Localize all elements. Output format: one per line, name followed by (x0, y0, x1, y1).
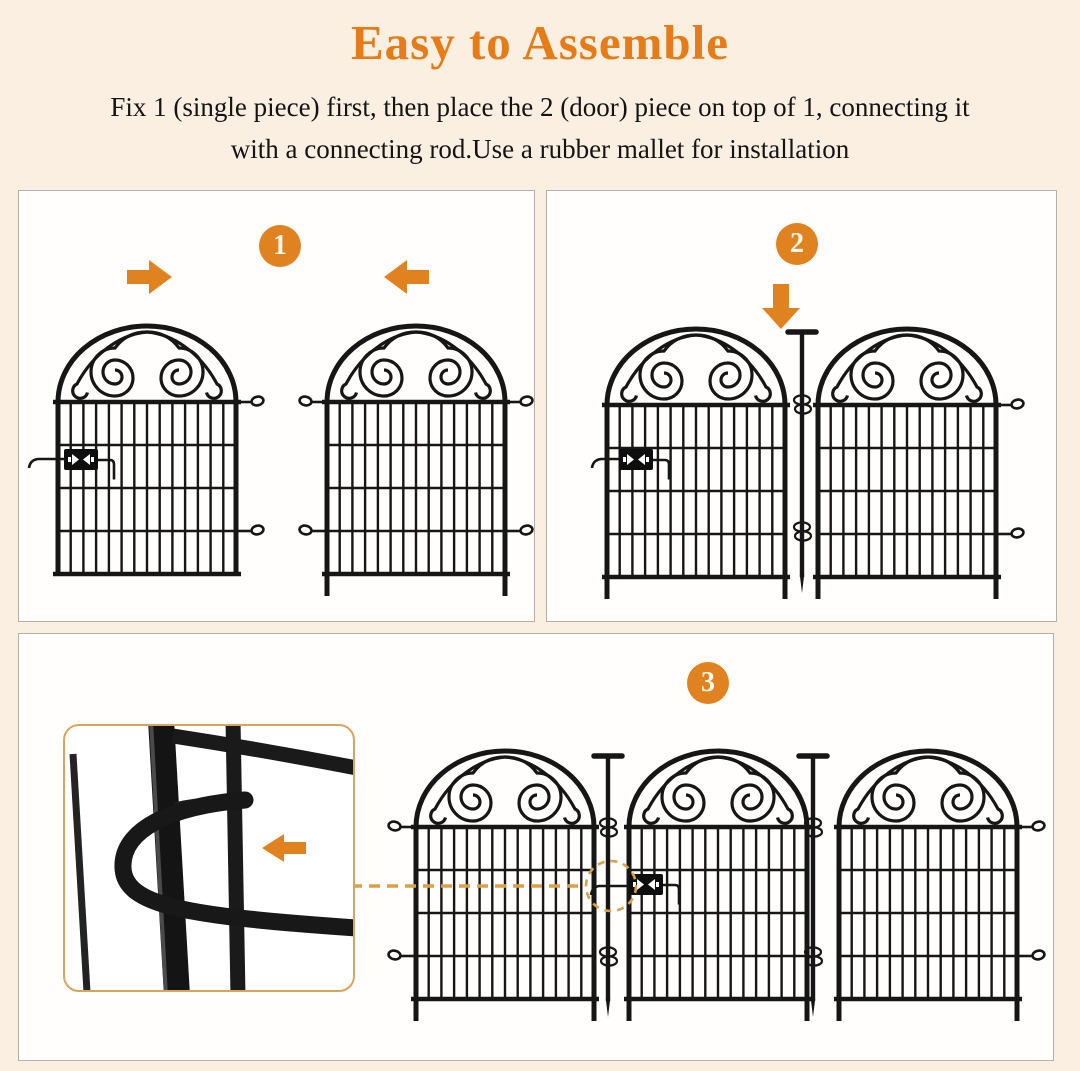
page-title: Easy to Assemble (350, 15, 730, 70)
eyehook-icon (505, 525, 533, 536)
fence-legs (629, 999, 807, 1021)
eyehook-icon (299, 525, 327, 536)
step-number-badge: 1 (259, 225, 301, 267)
fence-panel-single (322, 326, 510, 574)
fence-legs (607, 577, 785, 599)
arrow-left-icon (384, 260, 429, 294)
eyehook-icon (1017, 950, 1045, 961)
fence-legs (416, 999, 594, 1021)
connection-detail-inset (63, 724, 355, 992)
subtitle-line-2: with a connecting rod.Use a rubber mallet for installation (230, 134, 850, 164)
step-2-panel (546, 190, 1057, 622)
eyehook-icon (996, 399, 1024, 410)
fence-panel-single (411, 751, 599, 999)
arrow-down-icon (762, 284, 800, 329)
step-number-badge: 2 (776, 223, 818, 265)
eyehook-icon (236, 525, 264, 536)
step-3-panel (18, 633, 1054, 1061)
page-subtitle (0, 86, 1080, 170)
arrow-left-icon (262, 834, 306, 862)
fence-legs (839, 999, 1017, 1021)
eyehook-icon (299, 396, 327, 407)
eyehook-icon (996, 528, 1024, 539)
fence-panel-single (834, 751, 1022, 999)
eyehook-icon (388, 821, 416, 832)
step-number-badge: 3 (687, 662, 729, 704)
eyehook-icon (388, 950, 416, 961)
fence-legs (818, 577, 996, 599)
fence-legs (327, 574, 505, 596)
arrow-right-icon (127, 260, 172, 294)
eyehook-icon (236, 396, 264, 407)
subtitle-line-1: Fix 1 (single piece) first, then place the 2 (door) piece on top of 1, connecting it (110, 92, 970, 122)
connecting-rod-stake (788, 332, 816, 593)
fence-panel-single (813, 329, 1001, 577)
eyehook-icon (505, 396, 533, 407)
step-1-panel (18, 190, 535, 622)
connecting-rod-stake (799, 756, 827, 1017)
eyehook-icon (1017, 821, 1045, 832)
